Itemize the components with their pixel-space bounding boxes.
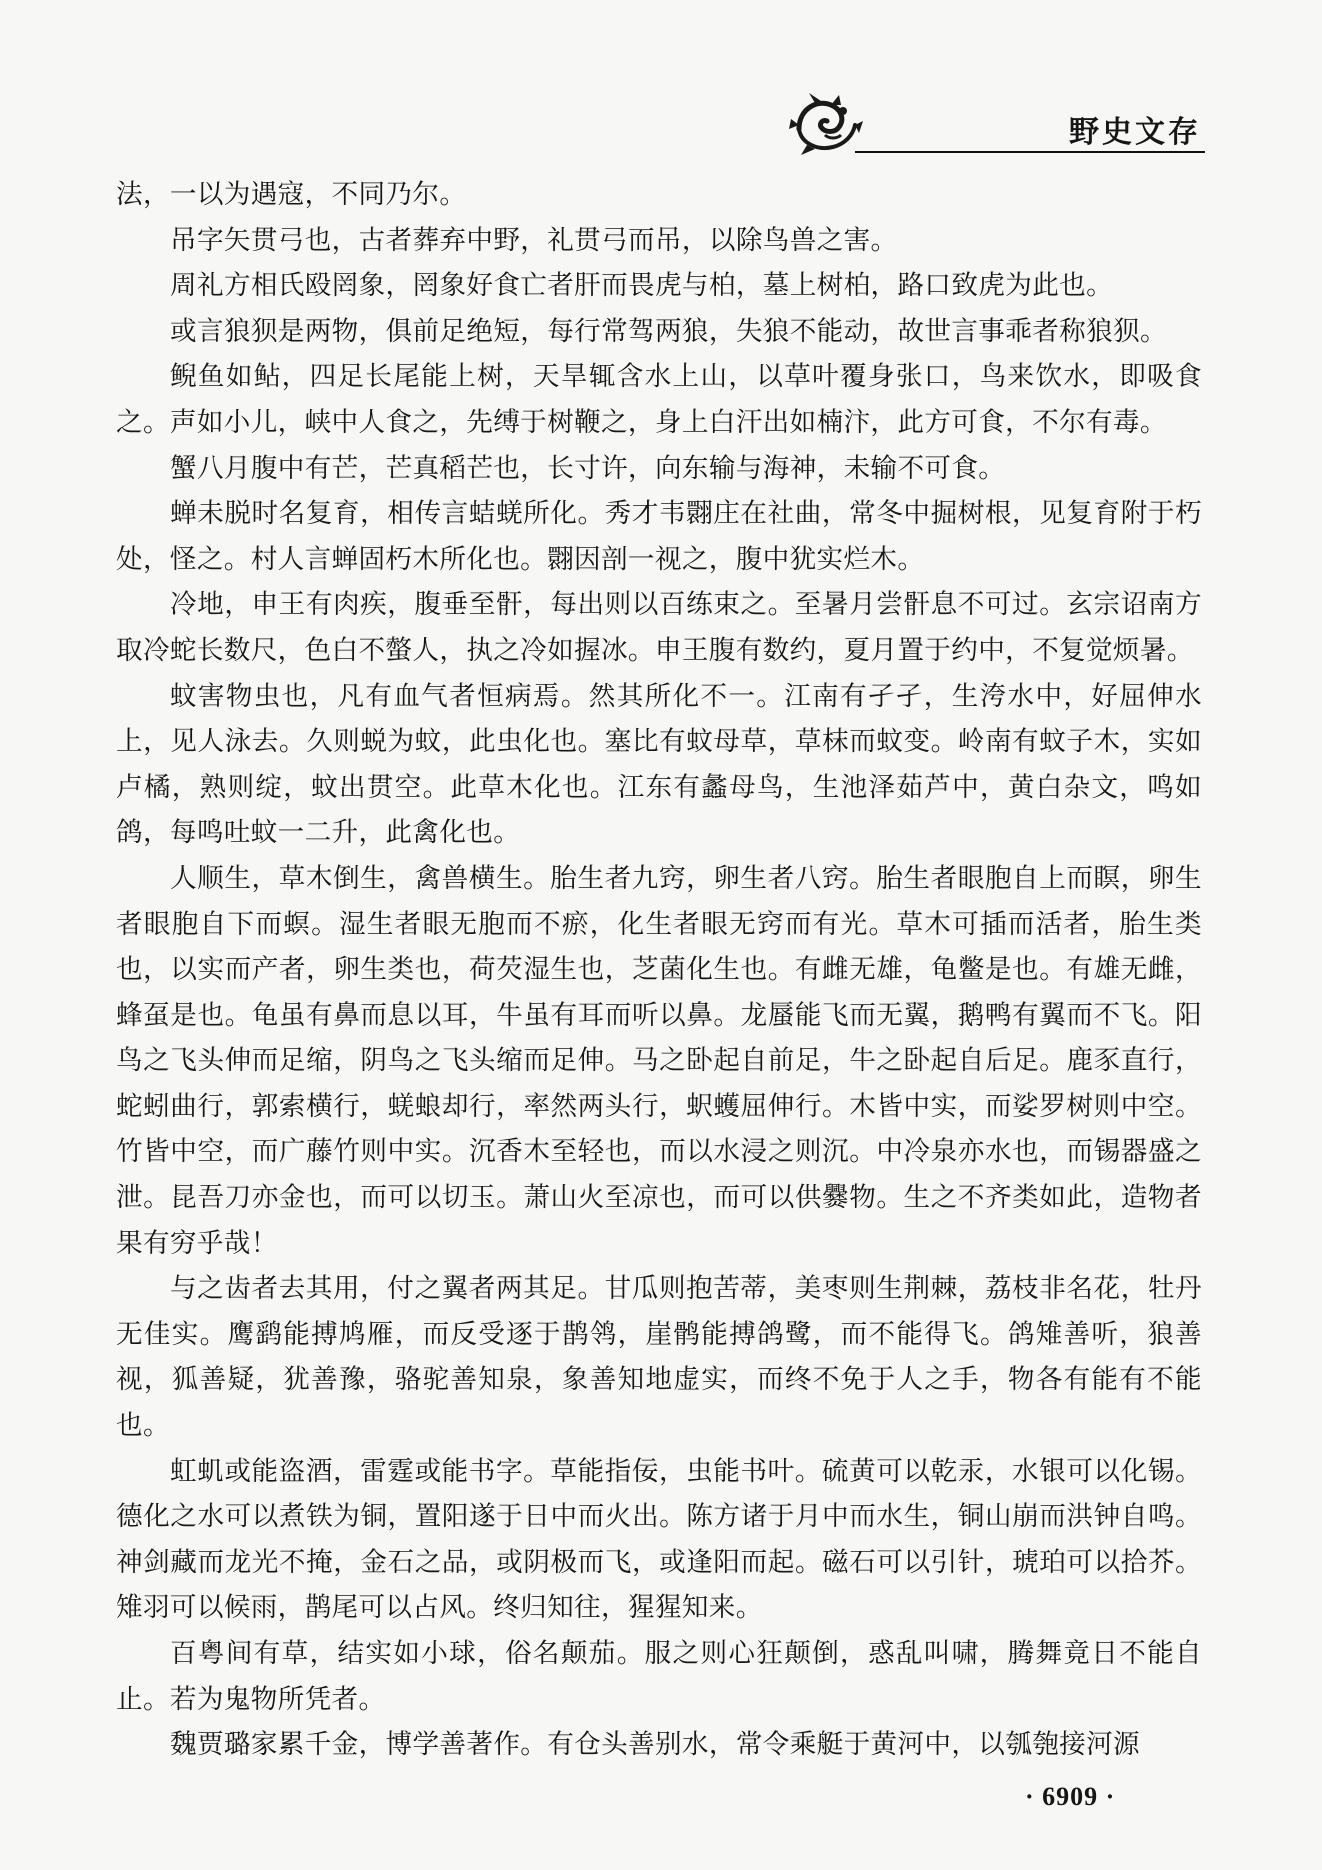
dragon-emblem-icon	[785, 89, 865, 159]
paragraph: 魏贾璐家累千金，博学善著作。有仓头善别水，常令乘艇于黄河中，以瓠匏接河源	[170, 1729, 1140, 1761]
paragraph: 与之齿者去其用，付之翼者两其足。甘瓜则抱苦蒂，美枣则生荆棘，荔枝非名花，牡丹无佳实。鹰鹞能搏鸠雁，而反受逐于鹊鸰，崖鹘能搏鸽鹭，而不能得飞。鸽雉善听，狼善视，狐善疑，犹善豫，骆驼善知泉，象善知地虚实，而终不免于人之手，物各有能有不能也。	[116, 1273, 1202, 1442]
paragraph: 百粤间有草，结实如小球，俗名颠茄。服之则心狂颠倒，惑乱叫啸，腾舞竟日不能自止。若为鬼物所凭者。	[116, 1638, 1202, 1715]
paragraph: 或言狼狈是两物，俱前足绝短，每行常驾两狼，失狼不能动，故世言事乖者称狼狈。	[170, 315, 1167, 347]
paragraph: 蟹八月腹中有芒，芒真稻芒也，长寸许，向东输与海神，未输不可食。	[170, 452, 1006, 484]
paragraph: 人顺生，草木倒生，禽兽横生。胎生者九窍，卵生者八窍。胎生者眼胞自上而瞑，卵生者眼胞自下而螟。湿生者眼无胞而不瘀，化生者眼无窍而有光。草木可插而活者，胎生类也，以实而产者，卵生类也，荷芡湿生也，芝菌化生也。有雌无雄，龟鳖是也。有雄无雌，蜂虿是也。龟虽有鼻而息以耳，牛虽有耳而听以鼻。龙蜃能飞而无翼，鹅鸭有翼而不飞。阳鸟之飞头伸而足缩，阴鸟之飞头缩而足伸。马之卧起自前足，牛之卧起自后足。鹿豕直行，蛇蚓曲行，郭索横行，蜣蜋却行，率然两头行，蚇蠖屈伸行。木皆中实，而娑罗树则中空。竹皆中空，而广藤竹则中实。沉香木至轻也，而以水浸之则沉。中冷泉亦水也，而锡器盛之泄。昆吾刀亦金也，而可以切玉。萧山火至凉也，而可以供爨物。生之不齐类如此，造物者果有穷乎哉！	[116, 862, 1202, 1259]
paragraph: 虹虮或能盗酒，雷霆或能书字。草能指佞，虫能书叶。硫黄可以乾汞，水银可以化锡。德化之水可以煮铁为铜，置阳遂于日中而火出。陈方诸于月中而水生，铜山崩而洪钟自鸣。神剑藏而龙光不掩，金石之品，或阴极而飞，或逢阳而起。磁石可以引针，琥珀可以拾芥。雉羽可以候雨，鹊尾可以占风。终归知往，猩猩知来。	[116, 1455, 1202, 1624]
body-text	[116, 172, 1202, 1768]
paragraph: 鲵鱼如鲇，四足长尾能上树，天旱辄含水上山，以草叶覆身张口，鸟来饮水，即吸食之。声如小儿，峡中人食之，先缚于树鞭之，身上白汗出如楠汴，此方可食，不尔有毒。	[116, 361, 1202, 438]
paragraph: 蝉未脱时名复育，相传言蛣蜣所化。秀才韦翾庄在社曲，常冬中掘树根，见复育附于朽处，怪之。村人言蝉固朽木所化也。翾因剖一视之，腹中犹实烂木。	[116, 498, 1202, 575]
paragraph: 蚊害物虫也，凡有血气者恒病焉。然其所化不一。江南有孑孑，生洿水中，好屈伸水上，见人泳去。久则蜕为蚊，此虫化也。塞比有蚊母草，草枺而蚊变。岭南有蚊子木，实如卢橘，熟则绽，蚊出贯空。此草木化也。江东有蠡母鸟，生池泽茹芦中，黄白杂文，鸣如鸽，每鸣吐蚊一二升，此禽化也。	[116, 680, 1202, 849]
paragraph: 法，一以为遇寇，不同乃尔。	[116, 179, 467, 210]
header-rule	[855, 151, 1205, 153]
running-header	[785, 95, 1205, 157]
paragraph: 吊字矢贯弓也，古者葬弃中野，礼贯弓而吊，以除鸟兽之害。	[170, 224, 898, 256]
paragraph: 周礼方相氏殴罔象，罔象好食亡者肝而畏虎与柏，墓上树柏，路口致虎为此也。	[170, 270, 1114, 302]
paragraph: 冷地，申王有肉疾，腹垂至骭，每出则以百练束之。至暑月尝骭息不可过。玄宗诏南方取冷蛇长数尺，色白不螫人，执之冷如握冰。申王腹有数约，夏月置于约中，不复觉烦暑。	[116, 589, 1202, 666]
page-number: · 6909 ·	[1025, 1782, 1116, 1811]
series-title: 野史文存	[1069, 115, 1201, 150]
